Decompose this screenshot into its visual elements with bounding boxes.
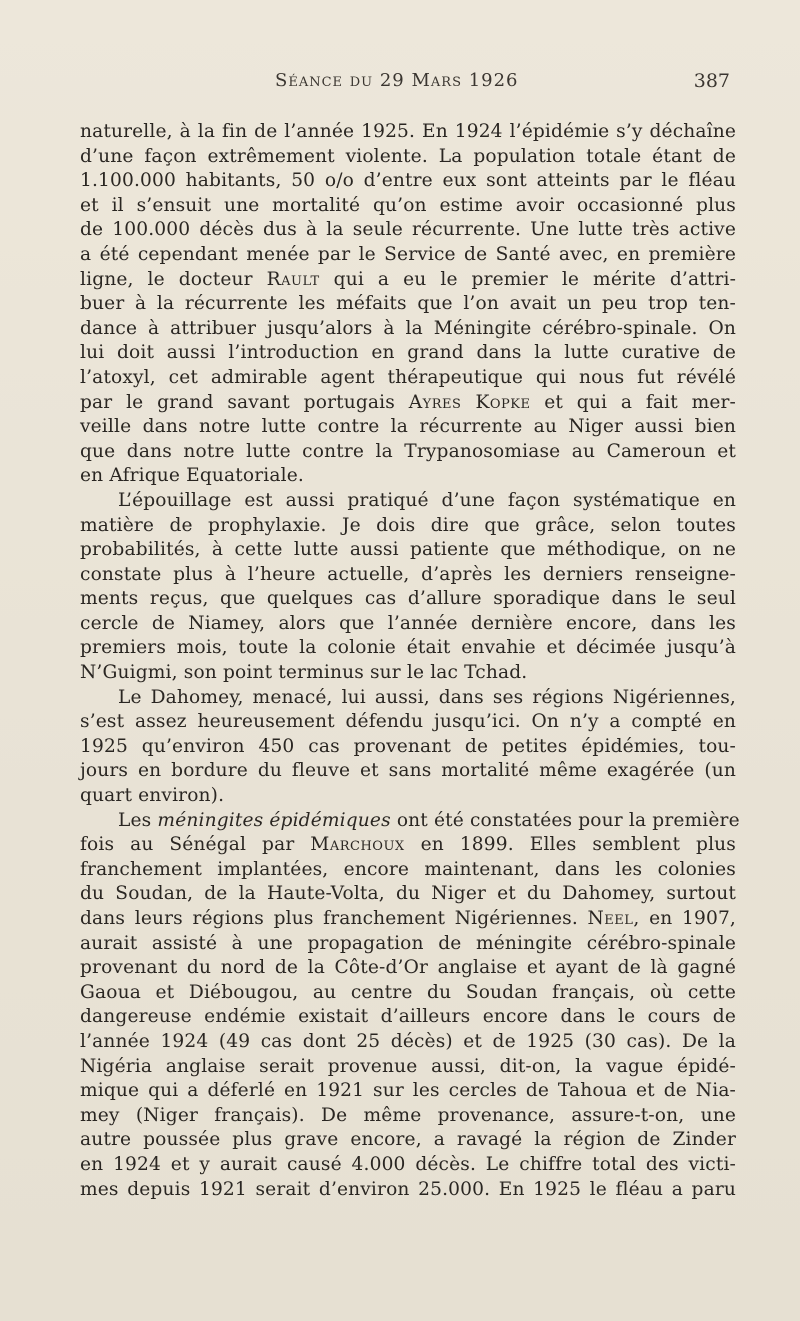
text-line: dangereuse endémie existait d’ailleurs encore dans le cours de bbox=[80, 1006, 736, 1028]
text-line: Gaoua et Diébougou, au centre du Soudan français, où cette bbox=[80, 981, 736, 1003]
text-line: naturelle, à la fin de l’année 1925. En 1924 l’épidémie s’y déchaîne bbox=[80, 121, 736, 142]
text-run: ont été constatées pour la première bbox=[390, 809, 740, 831]
text-line: buer à la récurrente les méfaits que l’on avait un peu trop ten- bbox=[80, 293, 736, 315]
text-line bbox=[80, 391, 736, 416]
text-line bbox=[80, 833, 736, 858]
text-line: lui doit aussi l’introduction en grand dans la lutte curative de bbox=[80, 342, 736, 364]
author-name: Rault bbox=[266, 268, 320, 290]
text-line: en 1924 et y aurait causé 4.000 décès. Le chiffre total des victi- bbox=[80, 1153, 736, 1175]
author-name: Marchoux bbox=[310, 834, 405, 856]
text-run: , en 1907, bbox=[633, 908, 736, 929]
text-line: matière de prophylaxie. Je dois dire que grâce, selon toutes bbox=[80, 514, 736, 536]
body-text bbox=[80, 120, 740, 1202]
italic-term: méningites épidémiques bbox=[157, 809, 391, 831]
text-run: par le grand savant portugais bbox=[80, 391, 409, 413]
page-number: 387 bbox=[693, 70, 730, 92]
text-line: a été cependant menée par le Service de Santé avec, en première bbox=[80, 243, 736, 265]
text-line: l’année 1924 (49 cas dont 25 décès) et de 1925 (30 cas). De la bbox=[80, 1030, 736, 1052]
text-line: 1.100.000 habitants, 50 o/o d’entre eux sont atteints par le fléau bbox=[80, 170, 736, 192]
text-line bbox=[80, 907, 736, 932]
text-line: que dans notre lutte contre la Trypanosomiase au Cameroun et bbox=[80, 440, 736, 462]
text-line: cercle de Niamey, alors que l’année dernière encore, dans les bbox=[80, 612, 736, 634]
text-line: probabilités, à cette lutte aussi patiente que méthodique, on ne bbox=[80, 539, 736, 561]
text-line: constate plus à l’heure actuelle, d’après les derniers renseigne- bbox=[80, 563, 736, 585]
text-line: N’Guigmi, son point terminus sur le lac Tchad. bbox=[80, 662, 528, 684]
text-line: L’épouillage est aussi pratiqué d’une façon systématique en bbox=[118, 489, 736, 511]
text-line: mique qui a déferlé en 1921 sur les cercles de Tahoua et de Nia- bbox=[80, 1080, 736, 1102]
text-line: l’atoxyl, cet admirable agent thérapeutique qui nous fut révélé bbox=[80, 366, 736, 388]
text-line: mey (Niger français). De même provenance, assure-t-on, une bbox=[80, 1104, 736, 1126]
text-line: premiers mois, toute la colonie était envahie et décimée jusqu’à bbox=[80, 637, 736, 659]
text-line: 1925 qu’environ 450 cas provenant de petites épidémies, tou- bbox=[80, 735, 736, 757]
text-line: jours en bordure du fleuve et sans mortalité même exagérée (un bbox=[80, 760, 736, 782]
text-line: quart environ). bbox=[80, 785, 225, 807]
author-name: Ayres Kopke bbox=[408, 391, 531, 413]
text-line: Nigéria anglaise serait provenue aussi, dit-on, la vague épidé- bbox=[80, 1055, 736, 1077]
text-line: s’est assez heureusement défendu jusqu’ici. On n’y a compté en bbox=[80, 711, 736, 733]
text-line: en Afrique Equatoriale. bbox=[80, 465, 304, 487]
text-run: en 1899. Elles semblent plus bbox=[404, 834, 736, 856]
text-run: fois au Sénégal par bbox=[80, 834, 311, 856]
text-line: ments reçus, que quelques cas d’allure sporadique dans le seul bbox=[80, 588, 736, 610]
text-line: mes depuis 1921 serait d’environ 25.000. En 1925 le fléau a paru bbox=[80, 1178, 736, 1200]
running-head bbox=[80, 70, 730, 100]
text-line: et il s’ensuit une mortalité qu’on estime avoir occasionné plus bbox=[80, 194, 736, 216]
text-run: Les bbox=[118, 809, 158, 831]
text-run: ligne, le docteur bbox=[80, 268, 267, 290]
text-line: aurait assisté à une propagation de méningite cérébro-spinale bbox=[80, 932, 736, 954]
running-title: Séance du 29 Mars 1926 bbox=[275, 70, 519, 91]
text-line bbox=[80, 268, 736, 293]
text-line: d’une façon extrêmement violente. La population totale étant de bbox=[80, 145, 736, 167]
text-run: qui a eu le premier le mérite d’attri- bbox=[319, 268, 737, 290]
text-line: dance à attribuer jusqu’alors à la Méningite cérébro-spinale. On bbox=[80, 317, 736, 339]
text-line: Le Dahomey, menacé, lui aussi, dans ses régions Nigériennes, bbox=[118, 686, 736, 708]
author-name: Neel bbox=[587, 908, 634, 929]
text-line: du Soudan, de la Haute-Volta, du Niger et du Dahomey, surtout bbox=[80, 883, 736, 905]
text-line: veille dans notre lutte contre la récurrente au Niger aussi bien bbox=[80, 416, 736, 438]
text-line: de 100.000 décès dus à la seule récurrente. Une lutte très active bbox=[80, 219, 736, 241]
text-line: autre poussée plus grave encore, a ravagé la région de Zinder bbox=[80, 1129, 736, 1151]
text-line: provenant du nord de la Côte-d’Or anglaise et ayant de là gagné bbox=[80, 957, 736, 979]
text-line: franchement implantées, encore maintenant, dans les colonies bbox=[80, 858, 736, 880]
text-run: dans leurs régions plus franchement Nigériennes. bbox=[80, 908, 588, 929]
text-line bbox=[80, 809, 740, 834]
text-run: et qui a fait mer- bbox=[530, 391, 736, 413]
